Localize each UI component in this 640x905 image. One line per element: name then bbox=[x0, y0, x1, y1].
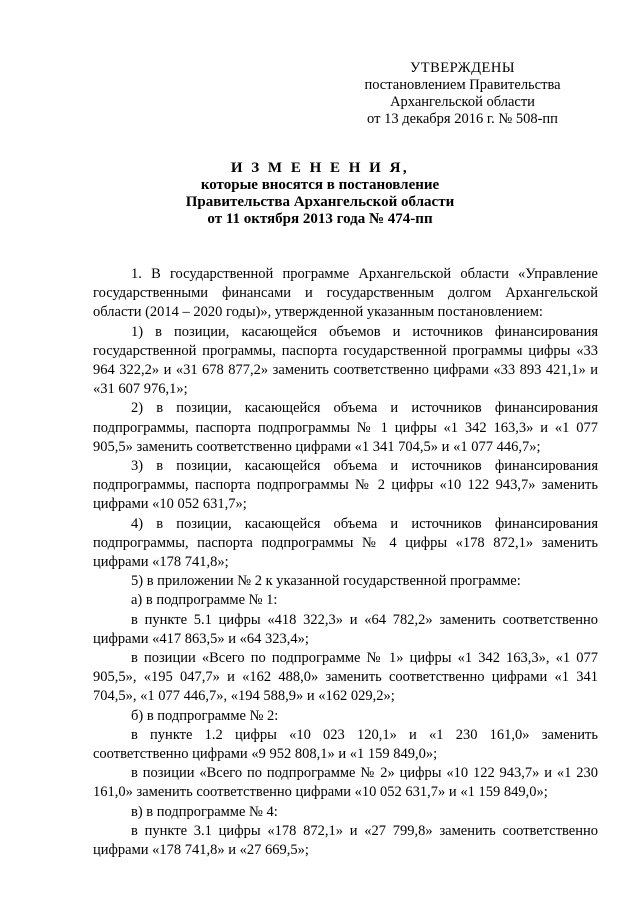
approval-heading: УТВЕРЖДЕНЫ bbox=[409, 60, 516, 76]
paragraph: а) в подпрограмме № 1: bbox=[131, 592, 278, 609]
paragraph: в) в подпрограмме № 4: bbox=[131, 803, 278, 820]
paragraph: в позиции «Всего по подпрограмме № 1» цифры «1 342 163,3», «1 077 905,5», «195 047,7» и «162 488,0» заменить соответственно цифрами «1 341 704,5», «1 077 446,7», «194 588,9» и «162 029,2»; bbox=[93, 650, 598, 705]
approval-line-3: от 13 декабря 2016 г. № 508-пп bbox=[367, 111, 558, 127]
paragraph: 1) в позиции, касающейся объемов и источников финансирования государственной программы, паспорта государственной программы цифры «33 964 322,2» и «31 678 877,2» заменить соответственно цифрами «33 893 421,1» и «31 607 976,1»; bbox=[93, 323, 598, 398]
approval-line-2: Архангельской области bbox=[390, 94, 535, 110]
paragraph: б) в подпрограмме № 2: bbox=[131, 707, 279, 724]
approval-block bbox=[330, 60, 595, 128]
paragraph: 3) в позиции, касающейся объема и источников финансирования подпрограммы, паспорта подпрограммы № 2 цифры «10 122 943,7» заменить цифрами «10 052 631,7»; bbox=[93, 458, 598, 513]
paragraph: в пункте 3.1 цифры «178 872,1» и «27 799,8» заменить соответственно цифрами «178 741,8» и «27 669,5»; bbox=[93, 822, 598, 859]
paragraph: 5) в приложении № 2 к указанной государственной программе: bbox=[131, 573, 521, 590]
title-line-2: которые вносятся в постановление bbox=[200, 177, 440, 193]
title-line-3: Правительства Архангельской области bbox=[185, 194, 455, 210]
document-title bbox=[90, 160, 550, 228]
paragraph: в пункте 5.1 цифры «418 322,3» и «64 782,2» заменить соответственно цифрами «417 863,5» и «64 323,4»; bbox=[93, 611, 598, 647]
paragraph: в позиции «Всего по подпрограмме № 2» цифры «10 122 943,7» и «1 230 161,0» заменить соответственно цифрами «10 052 631,7» и «1 159 849,0»; bbox=[93, 765, 598, 801]
document-body bbox=[93, 265, 598, 860]
title-line-4: от 11 октября 2013 года № 474-пп bbox=[207, 211, 433, 227]
paragraph: в пункте 1.2 цифры «10 023 120,1» и «1 230 161,0» заменить соответственно цифрами «9 952 808,1» и «1 159 849,0»; bbox=[93, 726, 598, 763]
approval-line-1: постановлением Правительства bbox=[364, 77, 561, 93]
paragraph: 2) в позиции, касающейся объема и источников финансирования подпрограммы, паспорта подпрограммы № 1 цифры «1 342 163,3» и «1 077 905,5» заменить соответственно цифрами «1 341 704,5» и «1 077 446,7»; bbox=[93, 400, 598, 455]
paragraph: 4) в позиции, касающейся объема и источников финансирования подпрограммы, паспорта подпрограммы № 4 цифры «178 872,1» заменить цифрами «178 741,8»; bbox=[93, 515, 598, 571]
paragraph: 1. В государственной программе Архангельской области «Управление государственными финансами и государственным долгом Архангельской области (2014 – 2020 годы)», утвержденной указанным постановлением: bbox=[93, 266, 598, 321]
title-line-1: И З М Е Н Е Н И Я, bbox=[230, 160, 410, 176]
